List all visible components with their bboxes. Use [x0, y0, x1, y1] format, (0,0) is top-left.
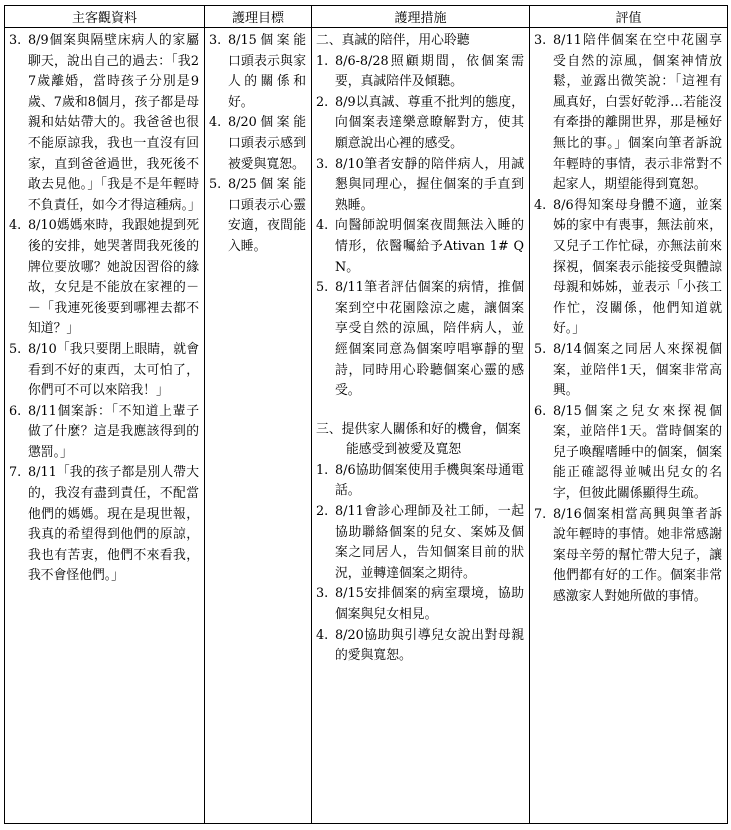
item-number: 4.	[316, 627, 329, 643]
list-item	[9, 340, 199, 402]
list-item	[316, 278, 524, 402]
item-number: 3.	[209, 33, 222, 48]
item-text: 8/10媽媽來時，我跟她提到死後的安排，她哭著問我死後的牌位要放哪？她說因習俗的緣故，女兒是不能放在家裡的－－「我連死後要到哪裡去都不知道？」	[28, 218, 199, 337]
item-text: 8/25個案能口頭表示心靈安適，夜間能入睡。	[228, 177, 306, 254]
subjective-list	[9, 31, 199, 587]
measures-cell	[312, 28, 530, 824]
measures-list	[316, 52, 524, 402]
header-measures: 護理措施	[312, 6, 530, 28]
item-text: 8/16個案相當高興與筆者訴說年輕時的事情。她非常感謝案母辛勞的幫忙帶大兒子，讓他們都有好的工作。個案非常感激家人對她所做的事情。	[553, 506, 722, 605]
list-item	[316, 584, 524, 625]
item-text: 8/9個案與隔壁床病人的家屬聊天，說出自己的過去：「我27歲離婚，當時孩子分別是9歲、7歲和8個月，孩子都是母親和姑姑帶大的。我爸爸也很不能原諒我，我也一直沒有回家，直到爸爸過世，我死後不敢去見他。」「我是不是年輕時不負責任，如今才得這種病。」	[28, 33, 201, 213]
item-text: 8/6-8/28照顧期間，依個案需要，真誠陪伴及傾聽。	[335, 53, 524, 90]
item-number: 2.	[316, 94, 329, 110]
list-item	[209, 31, 306, 113]
list-item	[316, 461, 524, 502]
list-item	[316, 216, 524, 278]
measures-section-heading: 二、真誠的陪伴，用心聆聽	[316, 33, 470, 48]
list-item	[534, 31, 722, 196]
item-number: 6.	[9, 403, 22, 419]
item-number: 1.	[316, 53, 329, 69]
item-text: 8/15個案之兒女來探視個案，並陪伴1天。當時個案的兒子喚醒嗜睡中的個案，個案能正確認得並喊出兒女的名字，但彼此關係顯得生疏。	[553, 403, 722, 502]
list-item	[9, 463, 199, 587]
item-number: 3.	[316, 156, 329, 172]
item-number: 4.	[316, 218, 329, 234]
item-text: 8/15安排個案的病室環境，協助個案與兒女相見。	[335, 586, 524, 623]
measures-section-heading: 三、提供家人關係和好的機會，個案能感受到被愛及寬恕	[316, 421, 521, 458]
list-item	[316, 93, 524, 155]
item-number: 3.	[316, 586, 329, 602]
evaluation-cell	[530, 28, 728, 824]
list-item	[316, 155, 524, 217]
item-number: 2.	[316, 504, 329, 520]
item-number: 4.	[9, 218, 22, 234]
item-number: 5.	[534, 341, 547, 357]
item-text: 8/20個案能口頭表示感到被愛與寬恕。	[228, 115, 306, 172]
item-number: 5.	[9, 341, 22, 357]
list-item	[9, 216, 199, 340]
item-text: 8/20協助與引導兒女說出對母親的愛與寬恕。	[335, 627, 524, 664]
item-text: 8/14個案之同居人來探視個案，並陪伴1天，個案非常高興。	[553, 341, 722, 399]
item-number: 7.	[534, 506, 547, 522]
item-text: 8/9以真誠、尊重不批判的態度，向個案表達樂意瞭解對方，使其願意說出心裡的感受。	[335, 94, 524, 151]
nursing-care-table	[4, 5, 728, 824]
subjective-data-cell	[5, 28, 205, 824]
item-text: 8/11陪伴個案在空中花園享受自然的涼風，個案神情放鬆，並露出微笑說：「這裡有風真好，白雲好乾淨…若能沒有牽掛的離開世界，那是極好無比的事。」個案向筆者訴說年輕時的事情，表示非常對不起家人，期望能得到寬恕。	[553, 33, 722, 193]
list-item	[534, 196, 722, 340]
list-item	[316, 502, 524, 584]
list-item	[534, 505, 722, 608]
list-item	[534, 402, 722, 505]
item-number: 4.	[534, 197, 547, 213]
item-text: 8/11筆者評估個案的病情，推個案到空中花園陰涼之處，讓個案享受自然的涼風，陪伴病人，並經個案同意為個案哼唱寧靜的聖詩，同時用心聆聽個案心靈的感受。	[335, 280, 524, 399]
list-item	[316, 52, 524, 93]
list-item	[9, 31, 199, 216]
item-number: 3.	[534, 33, 547, 48]
item-number: 1.	[316, 462, 329, 478]
item-text: 8/15個案能口頭表示與家人的關係和好。	[228, 33, 306, 110]
care-plan-page	[4, 5, 727, 823]
goals-list	[209, 31, 306, 258]
item-text: 8/11「我的孩子都是別人帶大的，我沒有盡到責任，不配當他們的媽媽。現在是現世報，我真的希望得到他們的原諒，我也有苦衷，他們不來看我，我不會怪他們。」	[28, 465, 199, 584]
goals-cell	[205, 28, 312, 824]
item-number: 4.	[209, 115, 222, 131]
list-item	[209, 175, 306, 257]
measures-list	[316, 461, 524, 667]
list-item	[316, 626, 524, 667]
content-row	[5, 28, 728, 824]
item-number: 7.	[9, 465, 22, 481]
item-text: 8/6協助個案使用手機與案母通電話。	[335, 462, 524, 499]
list-item	[9, 402, 199, 464]
item-number: 6.	[534, 403, 547, 419]
header-row	[5, 6, 728, 28]
header-evaluation: 評值	[530, 6, 728, 28]
header-goals: 護理目標	[205, 6, 312, 28]
item-text: 8/10筆者安靜的陪伴病人，用誠懇與同理心，握住個案的手直到熟睡。	[335, 156, 524, 213]
item-text: 8/11會診心理師及社工師，一起協助聯絡個案的兒女、案姊及個案之同居人，告知個案目前的狀況，並轉達個案之期待。	[335, 504, 524, 581]
header-data: 主客觀資料	[5, 6, 205, 28]
item-text: 8/10「我只要閉上眼睛，就會看到不好的東西，太可怕了，你們可不可以來陪我！」	[28, 341, 199, 399]
list-item	[209, 113, 306, 175]
item-number: 5.	[316, 280, 329, 296]
item-text: 8/6得知案母身體不適，並案姊的家中有喪事，無法前來，又兒子工作忙碌，亦無法前來探視，個案表示能接受與體諒母親和姊姊，並表示「小孩工作忙，沒關係，他們知道就好。」	[553, 197, 722, 337]
item-number: 3.	[9, 33, 22, 48]
item-text: 8/11個案訴：「不知道上輩子做了什麼？這是我應該得到的懲罰。」	[28, 403, 199, 460]
evaluation-list	[534, 31, 722, 608]
item-number: 5.	[209, 177, 222, 193]
list-item	[534, 340, 722, 402]
item-text: 向醫師說明個案夜間無法入睡的情形，依醫囑給予Ativan 1# QN。	[335, 218, 524, 275]
